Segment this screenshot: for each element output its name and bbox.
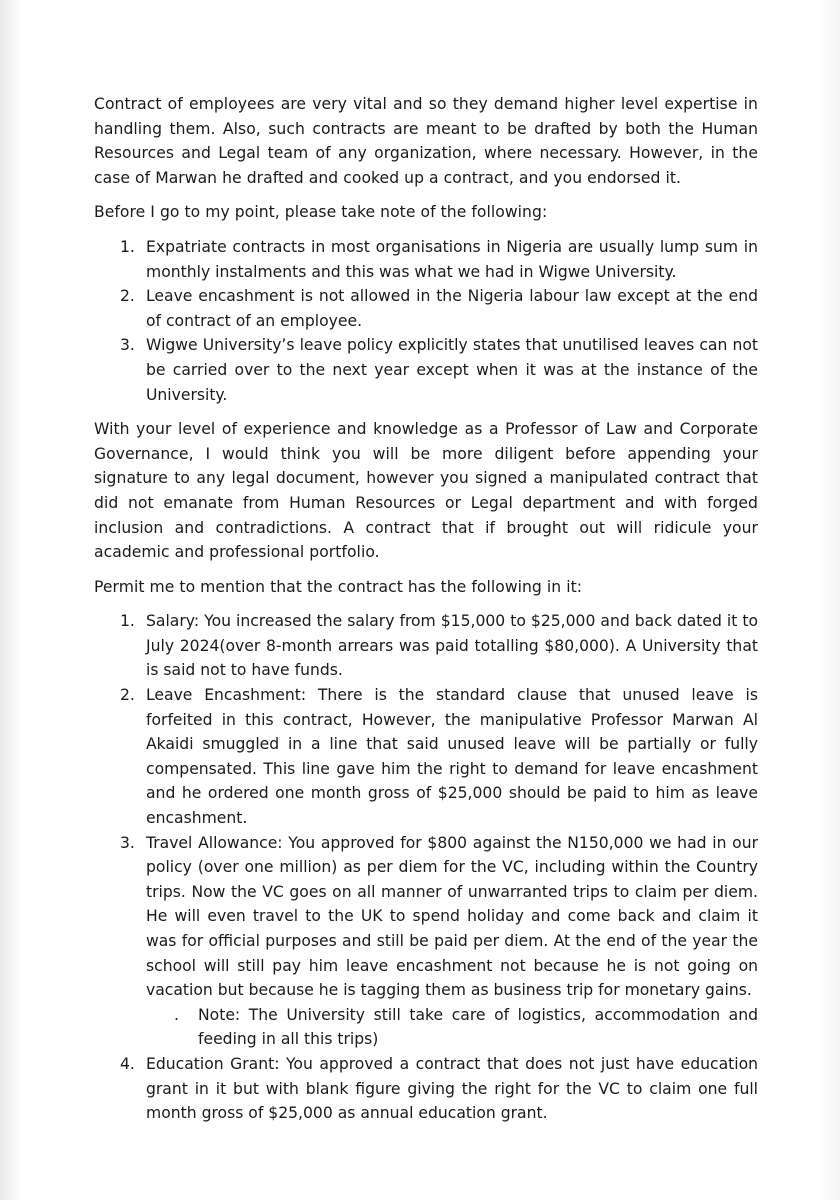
paragraph-lead-in: Before I go to my point, please take note of the following: xyxy=(94,203,548,222)
sub-note-bullet: . xyxy=(174,1005,179,1024)
list-item xyxy=(94,333,758,407)
paragraph-professor: With your level of experience and knowledge as a Professor of Law and Corporate Governance, I would think you will be more diligent before appending your signature to any legal document, however you signed a manipulated contract that did not emanate from Human Resources or Legal department and with forged inclusion and contradictions. A contract that if brought out will ridicule your academic and professional portfolio. xyxy=(94,420,758,562)
list-item xyxy=(94,683,758,831)
list-number: 3. xyxy=(120,833,135,852)
paragraph-intro: Contract of employees are very vital and so they demand higher level expertise in handling them. Also, such contracts are meant to be drafted by both the Human Resources and Legal team of any organization, where necessary. However, in the case of Marwan he drafted and cooked up a contract, and you endorsed it. xyxy=(94,95,758,187)
numbered-list-notes xyxy=(94,235,758,407)
list-item-text: Leave encashment is not allowed in the Nigeria labour law except at the end of contract of an employee. xyxy=(146,287,758,330)
list-number: 1. xyxy=(120,237,135,256)
list-item-text: Leave Encashment: There is the standard clause that unused leave is forfeited in this contract, However, the manipulative Professor Marwan Al Akaidi smuggled in a line that said unused leave will be partially or fully compensated. This line gave him the right to demand for leave encashment and he ordered one month gross of $25,000 should be paid to him as leave encashment. xyxy=(146,686,758,828)
list-number: 1. xyxy=(120,612,135,631)
list-item-text: Salary: You increased the salary from $15,000 to $25,000 and back dated it to July 2024(over 8-month arrears was paid totalling $80,000). A University that is said not to have funds. xyxy=(146,612,758,680)
paragraph-contract-lead-in: Permit me to mention that the contract has the following in it: xyxy=(94,577,583,596)
list-number: 3. xyxy=(120,336,135,355)
list-item xyxy=(94,1052,758,1126)
list-number: 2. xyxy=(120,686,135,705)
list-number: 4. xyxy=(120,1054,135,1073)
numbered-list-contract xyxy=(94,609,758,1125)
list-item-text: Travel Allowance: You approved for $800 against the N150,000 we had in our policy (over one million) as per diem for the VC, including within the Country trips. Now the VC goes on all manner of unwarranted trips to claim per diem. He will even travel to the UK to spend holiday and come back and claim it was for official purposes and still be paid per diem. At the end of the year the school will still pay him leave encashment not because he is not going on vacation but because he is tagging them as business trip for monetary gains. xyxy=(146,833,758,1000)
list-item xyxy=(94,609,758,683)
list-item xyxy=(94,235,758,284)
list-item-text: Education Grant: You approved a contract that does not just have education grant in it but with blank figure giving the right for the VC to claim one full month gross of $25,000 as annual education grant. xyxy=(146,1054,758,1123)
sub-note xyxy=(146,1003,758,1052)
sub-note-text: Note: The University still take care of logistics, accommodation and feeding in all this trips) xyxy=(198,1005,758,1049)
list-item-text: Wigwe University’s leave policy explicitly states that unutilised leaves can not be carried over to the next year except when it was at the instance of the University. xyxy=(146,336,758,404)
list-number: 2. xyxy=(120,287,135,306)
list-item xyxy=(94,831,758,1052)
list-item xyxy=(94,284,758,333)
list-item-text: Expatriate contracts in most organisations in Nigeria are usually lump sum in monthly instalments and this was what we had in Wigwe University. xyxy=(146,237,758,281)
